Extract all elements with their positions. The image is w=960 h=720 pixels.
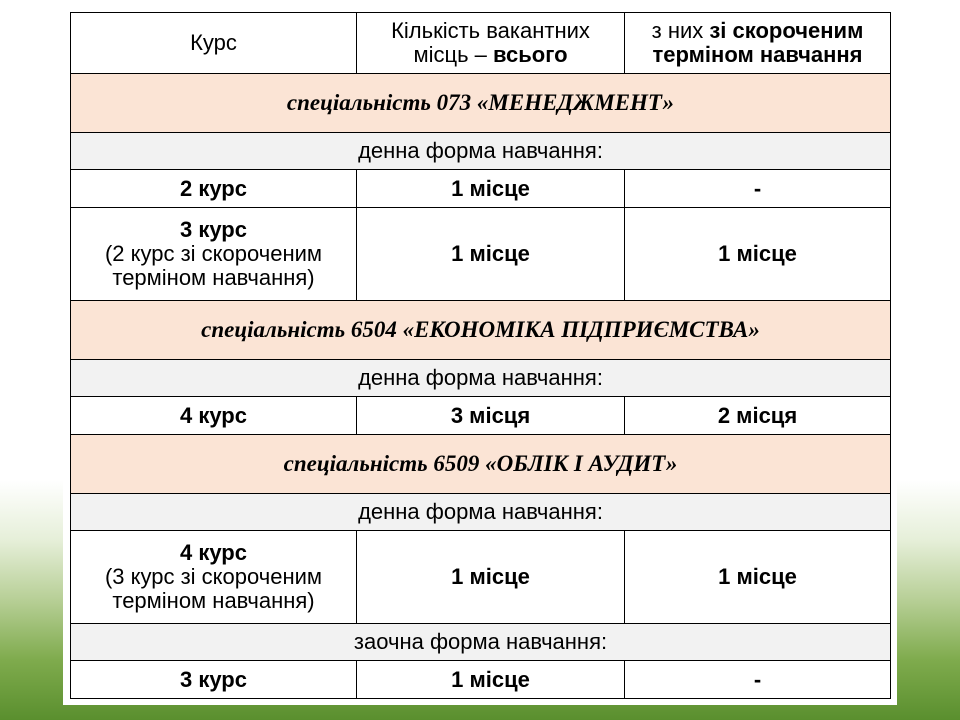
header-total-bold: всього	[493, 42, 568, 67]
course-cell: 3 курс	[71, 661, 357, 699]
study-form-row	[71, 360, 891, 397]
shortened-cell: -	[625, 170, 891, 208]
study-form-label: заочна форма навчання:	[71, 624, 891, 661]
vacancies-table	[70, 12, 891, 699]
total-cell: 1 місце	[357, 208, 625, 301]
course-cell: 4 курс	[71, 397, 357, 435]
specialty-row	[71, 301, 891, 360]
total-cell: 1 місце	[357, 531, 625, 624]
shortened-cell: 2 місця	[625, 397, 891, 435]
total-cell: 1 місце	[357, 661, 625, 699]
table-row	[71, 661, 891, 699]
specialty-title: спеціальність 6504 «ЕКОНОМІКА ПІДПРИЄМСТВА»	[71, 301, 891, 360]
course-note: (3 курс зі скороченим терміном навчання)	[104, 564, 323, 613]
table-row	[71, 397, 891, 435]
table-row	[71, 531, 891, 624]
header-shortened	[625, 13, 891, 74]
study-form-label: денна форма навчання:	[71, 360, 891, 397]
course-note: (2 курс зі скороченим терміном навчання)	[104, 241, 323, 290]
specialty-title: спеціальність 073 «МЕНЕДЖМЕНТ»	[71, 74, 891, 133]
study-form-row	[71, 494, 891, 531]
table-row	[71, 208, 891, 301]
shortened-cell: 1 місце	[625, 208, 891, 301]
specialty-title: спеціальність 6509 «ОБЛІК І АУДИТ»	[71, 435, 891, 494]
study-form-row	[71, 624, 891, 661]
study-form-row	[71, 133, 891, 170]
header-total	[357, 13, 625, 74]
header-total-normal: Кількість вакантних місць –	[391, 18, 590, 67]
course-cell	[71, 531, 357, 624]
document-page	[63, 7, 897, 705]
course-label: 3 курс	[180, 217, 247, 242]
header-course	[71, 13, 357, 74]
course-cell	[71, 208, 357, 301]
shortened-cell: 1 місце	[625, 531, 891, 624]
table-row	[71, 170, 891, 208]
header-course-label: Курс	[190, 30, 237, 55]
total-cell: 1 місце	[357, 170, 625, 208]
study-form-label: денна форма навчання:	[71, 494, 891, 531]
shortened-cell: -	[625, 661, 891, 699]
table-header-row	[71, 13, 891, 74]
specialty-row	[71, 74, 891, 133]
total-cell: 3 місця	[357, 397, 625, 435]
specialty-row	[71, 435, 891, 494]
study-form-label: денна форма навчання:	[71, 133, 891, 170]
course-label: 4 курс	[180, 540, 247, 565]
header-shortened-normal: з них	[651, 18, 710, 43]
header-shortened-bold: зі скороченим терміном навчання	[652, 18, 864, 67]
course-cell: 2 курс	[71, 170, 357, 208]
